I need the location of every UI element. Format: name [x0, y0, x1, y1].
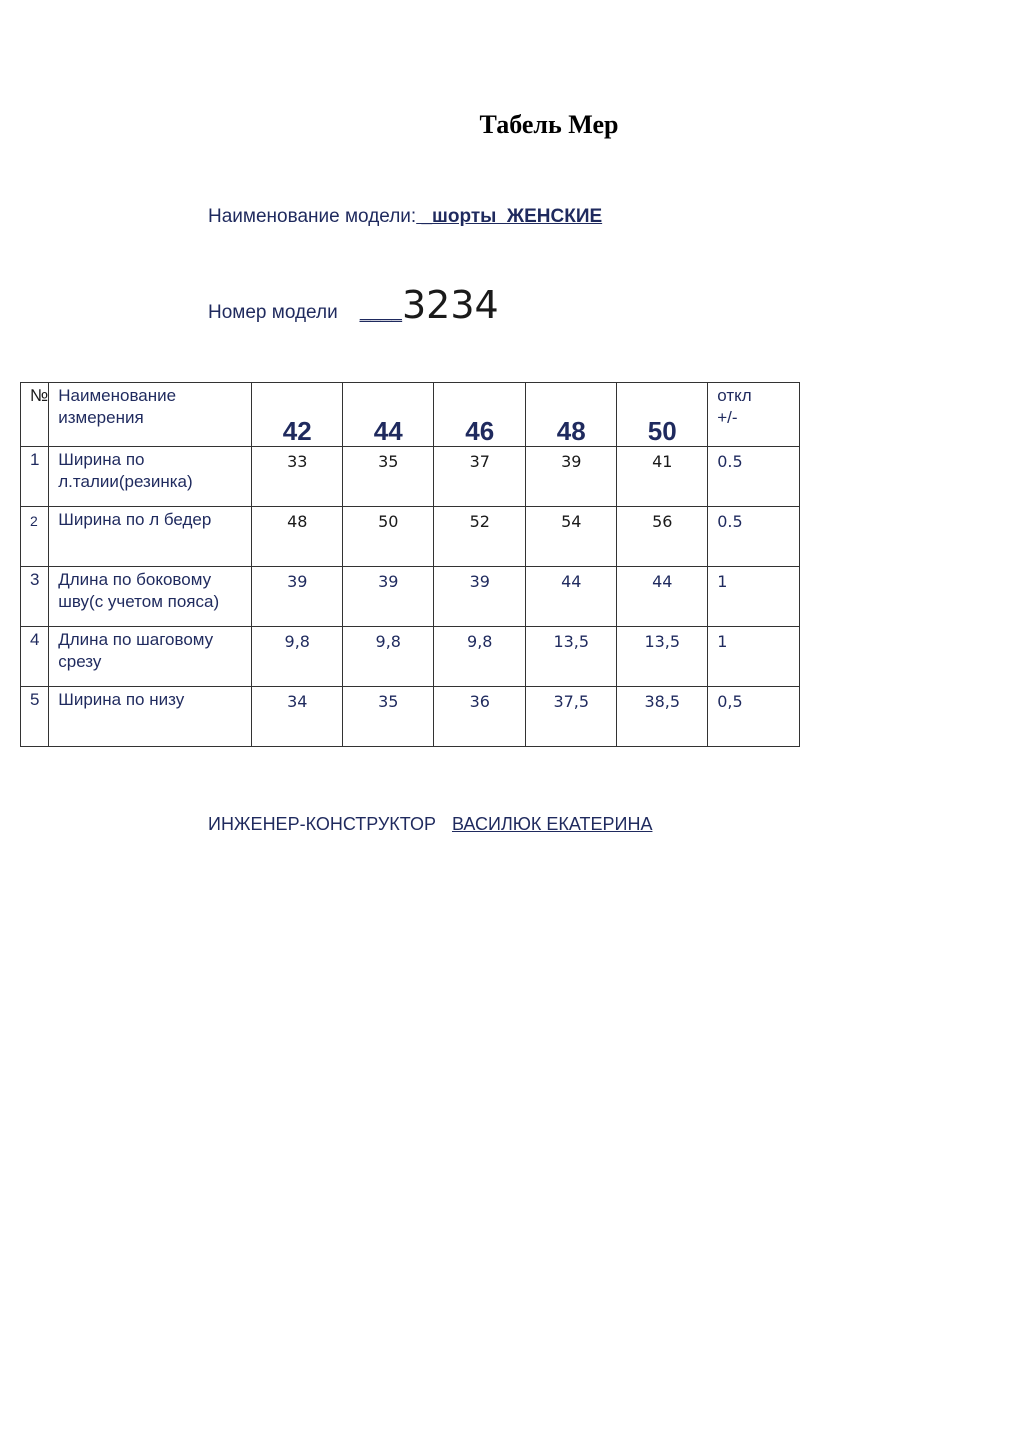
- row-tolerance: 0.5: [708, 447, 800, 507]
- row-value: 39: [526, 447, 617, 507]
- row-value: 35: [343, 687, 434, 747]
- header-size-label: 44: [373, 416, 403, 446]
- row-value: 44: [617, 567, 708, 627]
- header-size-label: 46: [465, 416, 495, 446]
- row-value: 37,5: [526, 687, 617, 747]
- table-row: [21, 567, 800, 627]
- row-value: 48: [252, 507, 343, 567]
- row-value: 44: [526, 567, 617, 627]
- header-size: [252, 383, 343, 447]
- row-name: Длина по шаговому срезу: [49, 627, 252, 687]
- header-size-label: 48: [556, 416, 586, 446]
- header-num: №: [21, 383, 49, 447]
- header-name: Наименование измерения: [49, 383, 252, 447]
- header-size: [434, 383, 526, 447]
- row-value: 9,8: [252, 627, 343, 687]
- row-num: 1: [21, 447, 49, 507]
- row-num: 5: [21, 687, 49, 747]
- row-tolerance: 0.5: [708, 507, 800, 567]
- table-row: [21, 447, 800, 507]
- table-header-row: [21, 383, 800, 447]
- row-value: 37: [434, 447, 526, 507]
- row-name: Ширина по л бедер: [49, 507, 252, 567]
- header-size: [343, 383, 434, 447]
- row-value: 36: [434, 687, 526, 747]
- measurements-table: [20, 382, 800, 747]
- row-num: 4: [21, 627, 49, 687]
- row-value: 39: [252, 567, 343, 627]
- header-tolerance-line2: +/-: [717, 408, 738, 427]
- table-row: [21, 687, 800, 747]
- row-value: 38,5: [617, 687, 708, 747]
- row-value: 54: [526, 507, 617, 567]
- header-tolerance-line1: откл: [717, 386, 752, 405]
- model-name-row: [208, 206, 602, 228]
- row-value: 9,8: [343, 627, 434, 687]
- row-name: Ширина по л.талии(резинка): [49, 447, 252, 507]
- row-value: 9,8: [434, 627, 526, 687]
- row-value: 50: [343, 507, 434, 567]
- row-name: Длина по боковому шву(с учетом пояса): [49, 567, 252, 627]
- row-name: Ширина по низу: [49, 687, 252, 747]
- row-tolerance: 1: [708, 567, 800, 627]
- engineer-role: ИНЖЕНЕР-КОНСТРУКТОР: [208, 814, 436, 834]
- model-name-value: _шорты ЖЕНСКИЕ: [416, 206, 603, 227]
- row-num: 3: [21, 567, 49, 627]
- model-number-label: Номер модели: [208, 302, 338, 323]
- row-tolerance: 1: [708, 627, 800, 687]
- row-value: 33: [252, 447, 343, 507]
- model-name-label: Наименование модели:: [208, 206, 417, 227]
- row-value: 39: [434, 567, 526, 627]
- model-number-blank: ____: [359, 302, 402, 323]
- table-row: [21, 507, 800, 567]
- row-value: 41: [617, 447, 708, 507]
- header-size: [617, 383, 708, 447]
- row-value: 34: [252, 687, 343, 747]
- header-size-label: 50: [647, 416, 677, 446]
- engineer-name: ВАСИЛЮК ЕКАТЕРИНА: [451, 814, 653, 834]
- model-number-value: 3234: [401, 283, 499, 327]
- row-value: 39: [343, 567, 434, 627]
- row-num: 2: [21, 507, 49, 567]
- row-value: 56: [617, 507, 708, 567]
- row-value: 13,5: [617, 627, 708, 687]
- header-size-label: 42: [282, 416, 312, 446]
- row-tolerance: 0,5: [708, 687, 800, 747]
- table-row: [21, 627, 800, 687]
- row-value: 13,5: [526, 627, 617, 687]
- row-value: 52: [434, 507, 526, 567]
- row-value: 35: [343, 447, 434, 507]
- header-size: [526, 383, 617, 447]
- model-number-row: [208, 283, 499, 327]
- page-title: Табель Мер: [479, 110, 619, 139]
- signature-line: [208, 814, 652, 835]
- header-tolerance: [708, 383, 800, 447]
